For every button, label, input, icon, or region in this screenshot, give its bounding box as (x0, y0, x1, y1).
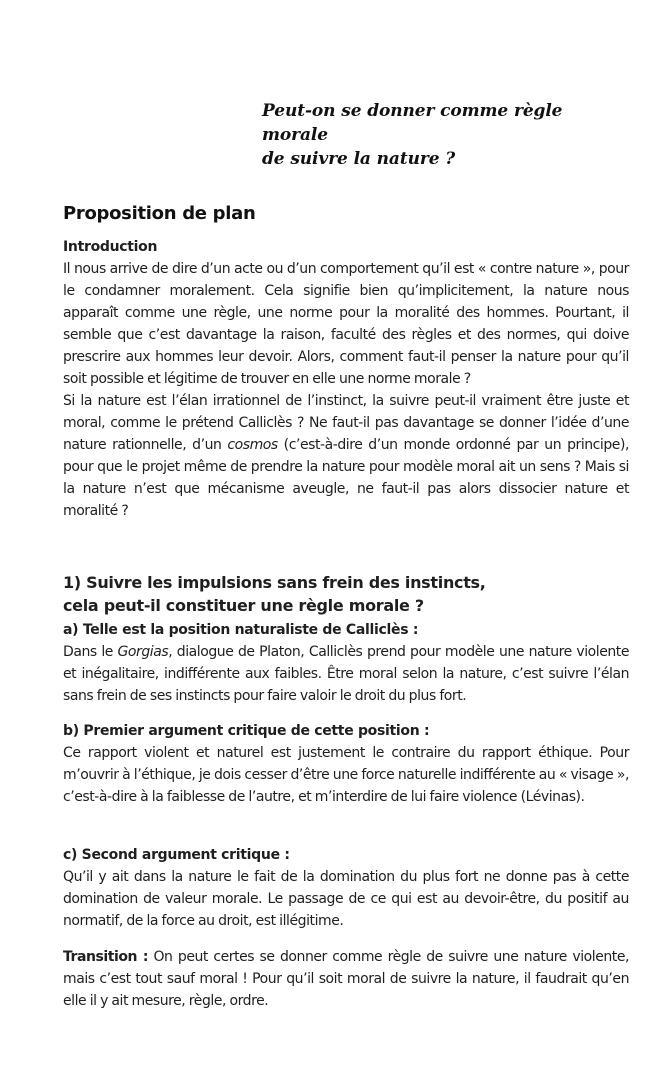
intro-p2-italic-term: cosmos (227, 437, 278, 453)
part-1-title-line-2: cela peut-il constituer une règle morale ? (63, 596, 424, 615)
section-a-heading: a) Telle est la position naturaliste de Calliclès : (63, 622, 419, 638)
plan-title: Proposition de plan (63, 203, 256, 224)
section-a-italic-title: Gorgias (117, 644, 169, 660)
intro-p2-text-a: Si la nature est l’élan irrationnel de l’instinct, la suivre peut-il vraiment être juste et moral, comme le prétend Calliclès ? Ne faut-il pas davantage se donner l’idée d’une nature rationnelle, d’un (63, 393, 629, 453)
subject-line-1: Peut-on se donner comme règle morale (262, 101, 563, 145)
section-a-text-b: , dialogue de Platon, Calliclès prend pour modèle une nature violente et inégalitaire, indifférente aux faibles. Être moral selon la nature, c’est suivre l’élan sans frein de ses instincts pour faire valoir le droit du plus fort. (63, 644, 629, 704)
introduction-paragraph-1: Il nous arrive de dire d’un acte ou d’un comportement qu’il est « contre nature », pour le condamner moralement. Cela signifie bien qu’implicitement, la nature nous apparaît comme une règle, une norme pour la moralité des hommes. Pourtant, il semble que c’est davantage la raison, faculté des règles et des normes, qui doive prescrire aux hommes leur devoir. Alors, comment faut-il penser la nature pour qu’il soit possible et légitime de trouver en elle une norme morale ? (63, 261, 629, 387)
transition-label: Transition : (63, 949, 149, 965)
section-a-text-a: Dans le (63, 644, 118, 660)
section-c (63, 844, 629, 932)
subject-line-2: de suivre la nature ? (262, 149, 456, 169)
essay-subject (262, 99, 634, 171)
intro-p2-text-b: (c’est-à-dire d’un monde ordonné par un principe), pour que le projet même de prendre la nature pour modèle moral ait un sens ? Mais si la nature n’est que mécanisme aveugle, ne faut-il pas alors dissocier nature et moralité ? (63, 437, 629, 519)
introduction-section (63, 236, 629, 522)
introduction-heading: Introduction (63, 239, 158, 255)
section-c-paragraph: Qu’il y ait dans la nature le fait de la domination du plus fort ne donne pas à cette domination de valeur morale. Le passage de ce qui est au devoir-être, du positif au normatif, de la force au droit, est illégitime. (63, 869, 629, 929)
transition-paragraph (63, 946, 629, 1012)
section-b-heading: b) Premier argument critique de cette position : (63, 723, 430, 739)
section-c-heading: c) Second argument critique : (63, 847, 290, 863)
section-b (63, 720, 629, 808)
introduction-paragraph-2 (63, 390, 629, 522)
transition (63, 946, 629, 1012)
section-b-paragraph: Ce rapport violent et naturel est justement le contraire du rapport éthique. Pour m’ouvrir à l’éthique, je dois cesser d’être une force naturelle indifférente au « visage », c’est-à-dire à la faiblesse de l’autre, et m’interdire de lui faire violence (Lévinas). (63, 745, 629, 805)
section-a-paragraph (63, 641, 629, 707)
part-1-title-line-1: 1) Suivre les impulsions sans frein des instincts, (63, 573, 486, 592)
transition-text: On peut certes se donner comme règle de suivre une nature violente, mais c’est tout sauf moral ! Pour qu’il soit moral de suivre la nature, il faudrait qu’en elle il y ait mesure, règle, ordre. (63, 949, 630, 1009)
section-a (63, 619, 629, 707)
part-1-title (63, 571, 629, 617)
